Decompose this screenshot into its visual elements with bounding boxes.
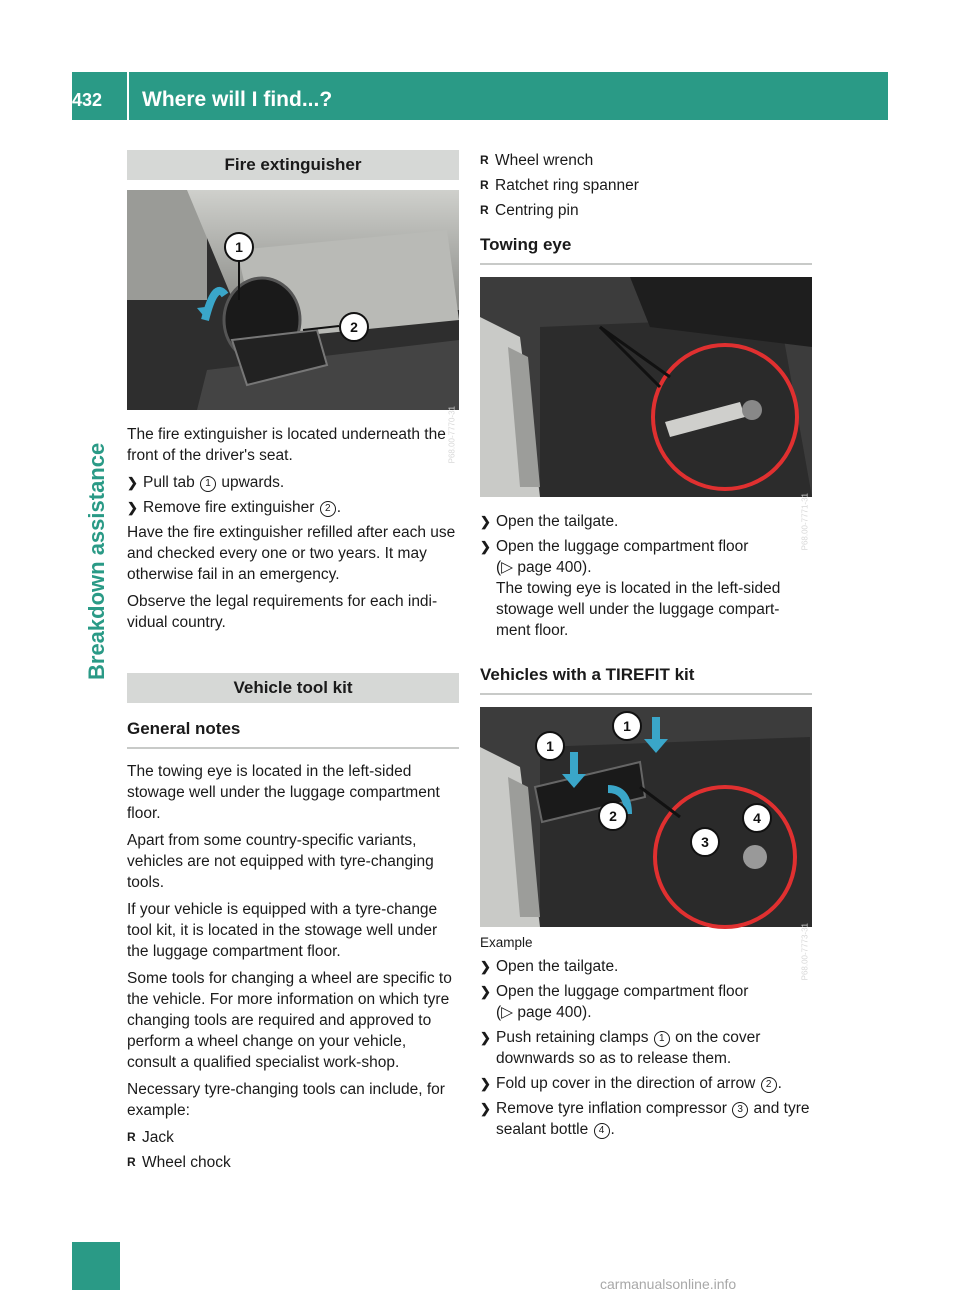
seat-illustration — [127, 190, 459, 410]
callout-1b: 1 — [612, 711, 642, 741]
image-code: P68.00-7771-31 — [800, 493, 809, 551]
step-pull-tab: ❯ Pull tab 1 upwards. — [127, 474, 285, 491]
bullet-icon: R — [127, 1155, 136, 1169]
page-header — [72, 72, 888, 120]
step-open-tailgate: ❯ Open the tailgate. — [480, 513, 619, 530]
callout-2: 2 — [598, 801, 628, 831]
fire-extinguisher-heading: Fire extinguisher — [127, 150, 459, 180]
legal-paragraph: Observe the legal requirements for each indi-vidual country. — [127, 593, 438, 631]
towing-eye-heading: Towing eye — [480, 235, 812, 265]
step-arrow-icon: ❯ — [480, 959, 491, 974]
step-open-floor-2: ❯ Open the luggage compartment floor (▷ page 400). — [480, 981, 812, 1023]
tool-kit-para-2: Apart from some country-specific variants, vehicles are not equipped with tyre-changing tools. — [127, 832, 434, 891]
step-remove-extinguisher: ❯ Remove fire extinguisher 2 . — [127, 499, 342, 516]
tool-kit-para-3: If your vehicle is equipped with a tyre-change tool kit, it is located in the stowage well under the luggage compartment floor. — [127, 901, 438, 960]
tool-kit-para-5: Necessary tyre-changing tools can include, for example: — [127, 1081, 445, 1119]
number-circle-icon: 3 — [732, 1102, 748, 1118]
left-column — [127, 150, 459, 1177]
bullet-icon: R — [480, 178, 489, 192]
bullet-icon: R — [480, 153, 489, 167]
step-arrow-icon: ❯ — [480, 1076, 491, 1091]
callout-3: 3 — [690, 827, 720, 857]
step-arrow-icon: ❯ — [480, 984, 491, 999]
number-circle-icon: 4 — [594, 1123, 610, 1139]
header-divider — [127, 72, 129, 120]
number-circle-icon: 2 — [761, 1077, 777, 1093]
list-item: R Wheel wrench — [480, 152, 594, 169]
step-open-floor: ❯ Open the luggage compartment floor (▷ page 400). The towing eye is located in the left-sided stowage well under the luggage compart-ment floor. — [480, 536, 812, 641]
list-item: R Centring pin — [480, 202, 579, 219]
callout-1a: 1 — [535, 731, 565, 761]
side-tab-block — [72, 1242, 120, 1290]
step-fold-cover: ❯ Fold up cover in the direction of arrow 2 . — [480, 1075, 782, 1092]
vehicle-tool-kit-heading: Vehicle tool kit — [127, 673, 459, 703]
bullet-icon: R — [480, 203, 489, 217]
step-remove-compressor: ❯ Remove tyre inflation compressor 3 and tyre sealant bottle 4 . — [480, 1100, 810, 1138]
callout-4: 4 — [742, 803, 772, 833]
step-arrow-icon: ❯ — [480, 1101, 491, 1116]
list-item: R Wheel chock — [127, 1154, 231, 1171]
step-arrow-icon: ❯ — [480, 1030, 491, 1045]
general-notes-heading: General notes — [127, 719, 459, 749]
bullet-icon: R — [127, 1130, 136, 1144]
list-item: R Jack — [127, 1129, 174, 1146]
page-reference-link[interactable]: (▷ page 400). — [496, 559, 592, 576]
tool-kit-para-4: Some tools for changing a wheel are specific to the vehicle. For more information on which tyre changing tools are required and approved to perform a wheel change on your vehicle, consult a qualified specialist work-shop. — [127, 970, 452, 1071]
page-reference-link[interactable]: (▷ page 400). — [496, 1004, 592, 1021]
callout-2: 2 — [339, 312, 369, 342]
page-number: 432 — [72, 90, 103, 110]
luggage-compartment-illustration — [480, 277, 812, 497]
right-column — [480, 150, 812, 1144]
step-open-tailgate-2: ❯ Open the tailgate. — [480, 958, 619, 975]
step-arrow-icon: ❯ — [480, 514, 491, 529]
number-circle-icon: 2 — [320, 501, 336, 517]
list-item: R Ratchet ring spanner — [480, 177, 639, 194]
number-circle-icon: 1 — [654, 1031, 670, 1047]
step-arrow-icon: ❯ — [127, 475, 138, 490]
header-title: Where will I find...? — [142, 88, 333, 111]
refill-paragraph: Have the fire extinguisher refilled after each use and checked every one or two years. It may otherwise fail in an emergency. — [127, 524, 456, 583]
footer-watermark[interactable]: carmanualsonline.info — [600, 1276, 737, 1292]
side-tab-label: Breakdown assistance — [84, 442, 109, 680]
step-arrow-icon: ❯ — [480, 539, 491, 554]
number-circle-icon: 1 — [200, 476, 216, 492]
image-caption: Example — [480, 935, 533, 950]
image-code: P68.00-7770-31 — [447, 406, 456, 464]
fire-extinguisher-intro: The fire extinguisher is located underneath the front of the driver's seat. — [127, 426, 446, 464]
step-arrow-icon: ❯ — [127, 500, 138, 515]
step-push-clamps: ❯ Push retaining clamps 1 on the cover downwards so as to release them. — [480, 1029, 761, 1067]
tirefit-heading: Vehicles with a TIREFIT kit — [480, 665, 812, 695]
image-code: P68.00-7773-31 — [800, 923, 809, 981]
tool-kit-para-1: The towing eye is located in the left-sided stowage well under the luggage compartment floor. — [127, 763, 440, 822]
callout-1: 1 — [224, 232, 254, 262]
